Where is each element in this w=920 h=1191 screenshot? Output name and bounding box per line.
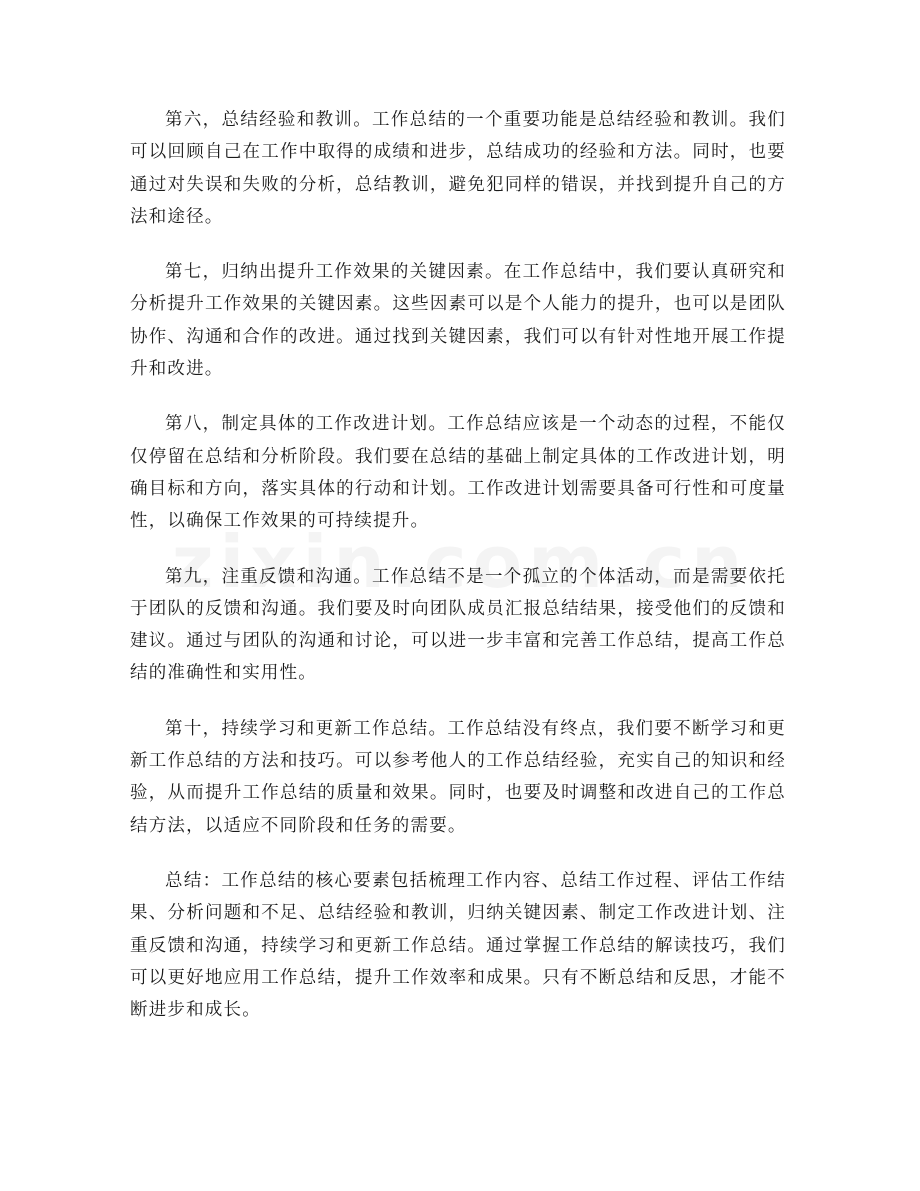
paragraph-seventh: 第七，归纳出提升工作效果的关键因素。在工作总结中，我们要认真研究和分析提升工作效果的关键因素。这些因素可以是个人能力的提升，也可以是团队协作、沟通和合作的改进。通过找到关键因素，我们可以有针对性地开展工作提升和改进。 <box>130 262 786 380</box>
paragraph-tenth: 第十，持续学习和更新工作总结。工作总结没有终点，我们要不断学习和更新工作总结的方法和技巧。可以参考他人的工作总结经验，充实自己的知识和经验，从而提升工作总结的质量和效果。同时，也要及时调整和改进自己的工作总结方法，以适应不同阶段和任务的需要。 <box>130 718 786 836</box>
document-body <box>130 104 786 1049</box>
paragraph-sixth: 第六，总结经验和教训。工作总结的一个重要功能是总结经验和教训。我们可以回顾自己在工作中取得的成绩和进步，总结成功的经验和方法。同时，也要通过对失误和失败的分析，总结教训，避免犯同样的错误，并找到提升自己的方法和途径。 <box>130 110 786 227</box>
paragraph-eighth: 第八，制定具体的工作改进计划。工作总结应该是一个动态的过程，不能仅仅停留在总结和分析阶段。我们要在总结的基础上制定具体的工作改进计划，明确目标和方向，落实具体的行动和计划。工作改进计划需要具备可行性和可度量性，以确保工作效果的可持续提升。 <box>130 414 786 532</box>
paragraph-ninth: 第九，注重反馈和沟通。工作总结不是一个孤立的个体活动，而是需要依托于团队的反馈和沟通。我们要及时向团队成员汇报总结结果，接受他们的反馈和建议。通过与团队的沟通和讨论，可以进一步丰富和完善工作总结，提高工作总结的准确性和实用性。 <box>130 566 786 684</box>
paragraph-summary: 总结：工作总结的核心要素包括梳理工作内容、总结工作过程、评估工作结果、分析问题和不足、总结经验和教训，归纳关键因素、制定工作改进计划、注重反馈和沟通，持续学习和更新工作总结。通过掌握工作总结的解读技巧，我们可以更好地应用工作总结，提升工作效率和成果。只有不断总结和反思，才能不断进步和成长。 <box>130 870 786 1021</box>
